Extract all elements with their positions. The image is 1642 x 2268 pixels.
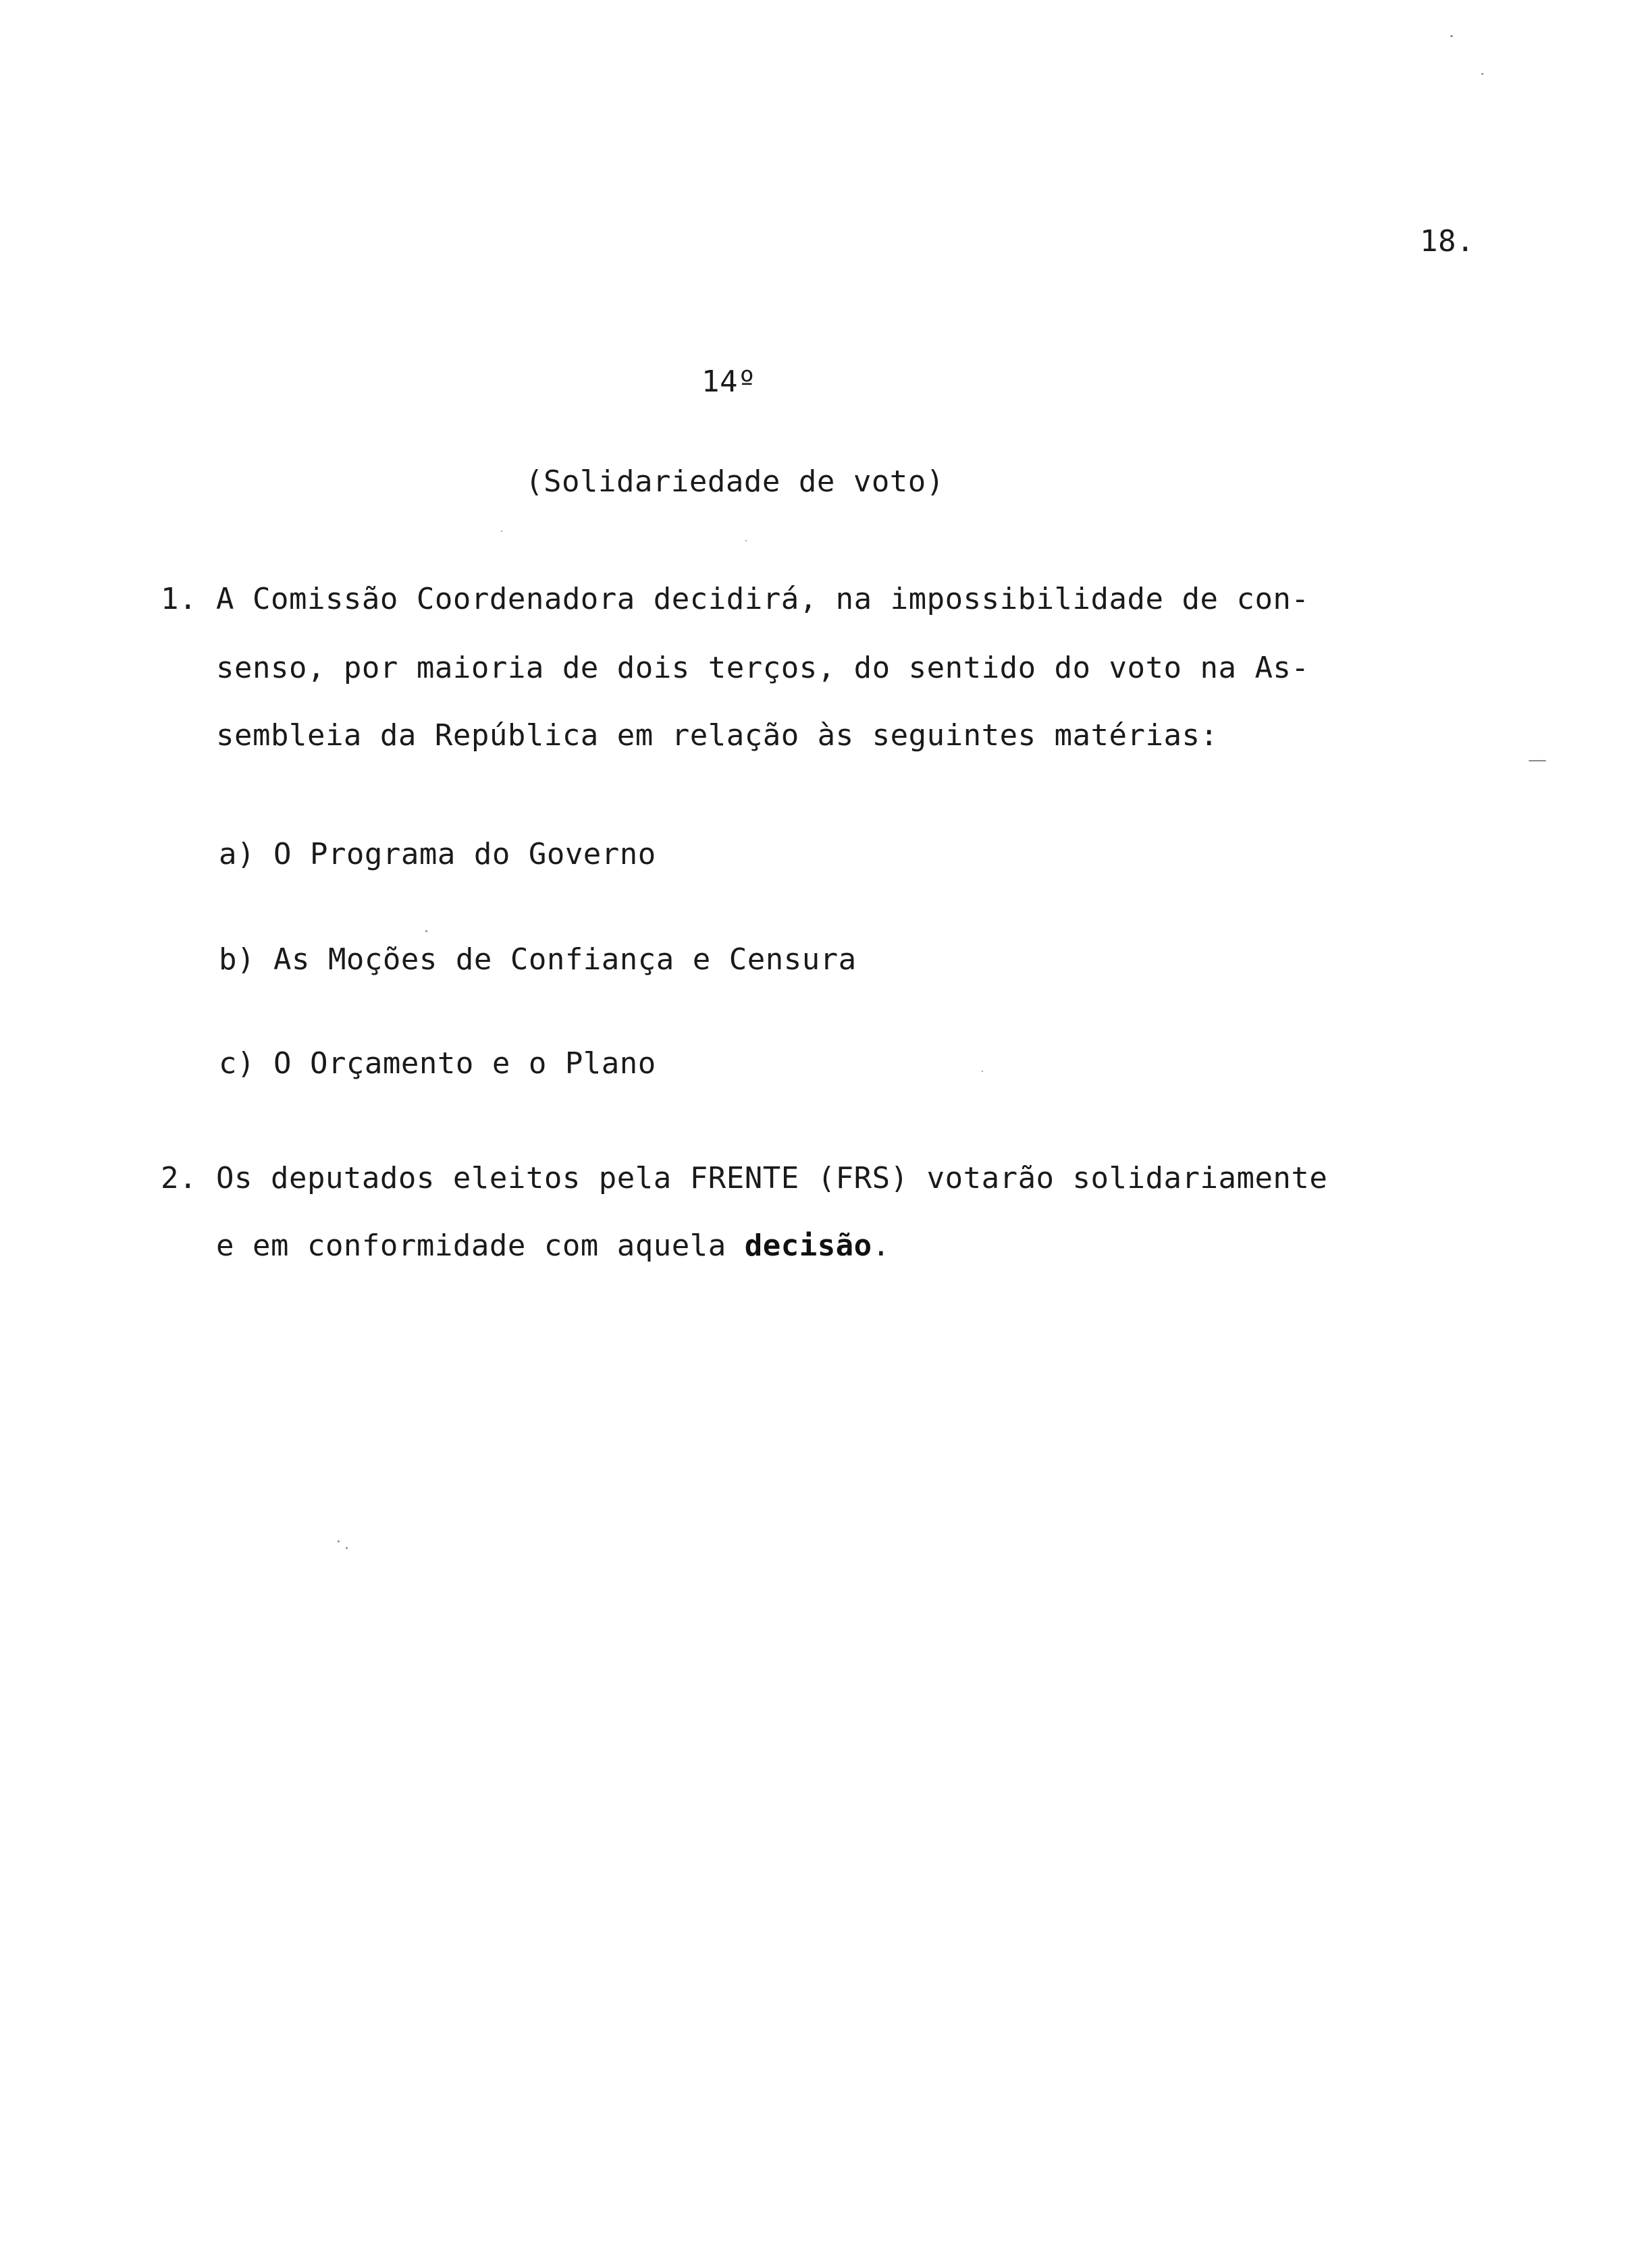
item-2-line-2-text: e em conformidade com aquela: [216, 1228, 726, 1263]
page-number: 18.: [1420, 224, 1475, 259]
scan-speck: [346, 1547, 348, 1549]
scan-speck: [1481, 73, 1483, 75]
item-1-number: 1.: [161, 582, 197, 616]
scan-speck: [982, 1071, 983, 1072]
article-title: (Solidariedade de voto): [525, 464, 945, 499]
item-1-line-3: sembleia da República em relação às seguintes matérias:: [216, 718, 1219, 753]
scan-speck: [745, 540, 747, 541]
sub-item-b: b) As Moções de Confiança e Censura: [219, 942, 857, 977]
scan-speck: [501, 531, 502, 532]
sub-item-a: a) O Programa do Governo: [219, 837, 656, 871]
item-1-line-1: A Comissão Coordenadora decidirá, na impossibilidade de con-: [216, 582, 1310, 616]
scan-speck: [1529, 760, 1546, 761]
item-2-last-word: decisão: [744, 1228, 872, 1263]
scan-speck: [1450, 35, 1453, 37]
article-number: 14º: [701, 364, 756, 399]
sub-item-c: c) O Orçamento e o Plano: [219, 1046, 656, 1081]
item-1-line-2: senso, por maioria de dois terços, do sentido do voto na As-: [216, 651, 1310, 685]
item-2-number: 2.: [161, 1161, 197, 1195]
scan-speck: [425, 930, 427, 932]
item-2-line-2: [216, 1228, 891, 1263]
scan-speck: [338, 1540, 340, 1542]
item-2-end-punct: .: [872, 1228, 891, 1263]
item-2-line-1: Os deputados eleitos pela FRENTE (FRS) votarão solidariamente: [216, 1161, 1328, 1195]
